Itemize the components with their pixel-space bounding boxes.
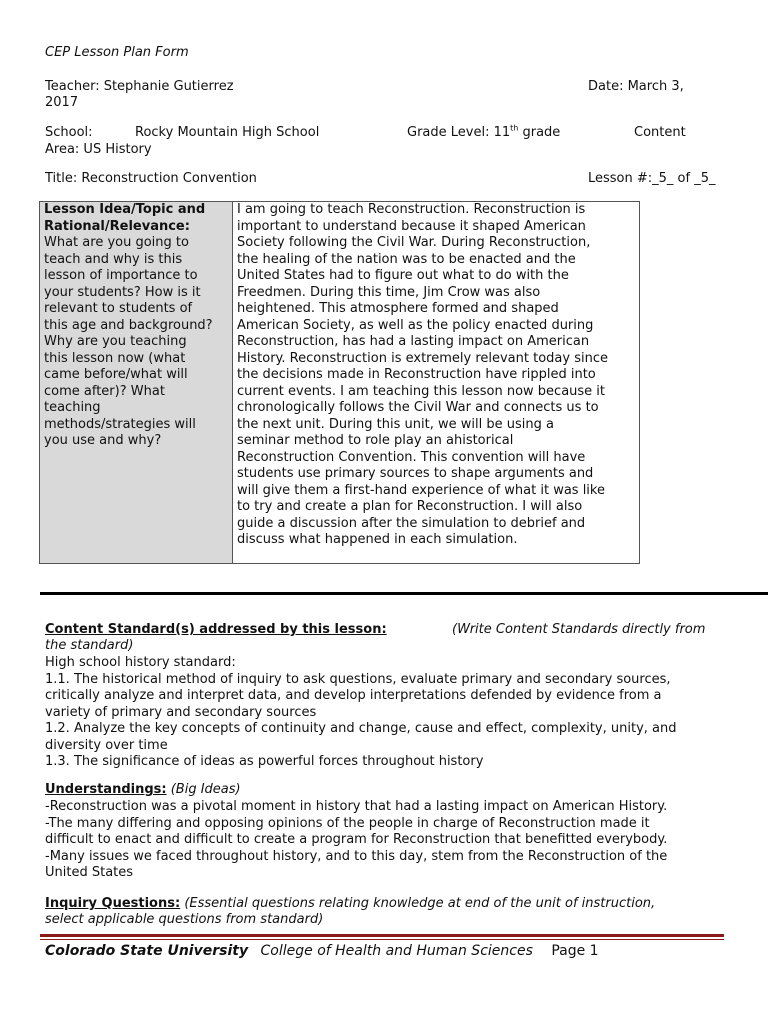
grade-superscript: th bbox=[510, 123, 519, 133]
standard-line: 1.3. The significance of ideas as powerful forces throughout history bbox=[45, 754, 484, 769]
standard-line: variety of primary and secondary sources bbox=[45, 704, 317, 720]
prompt-line: this lesson now (what bbox=[44, 350, 186, 366]
response-line: History. Reconstruction is extremely relevant today since bbox=[237, 350, 608, 366]
standard-line: critically analyze and interpret data, and develop interpretations defended by evidence from a bbox=[45, 688, 662, 703]
prompt-line: you use and why? bbox=[44, 433, 162, 448]
date-label: Date: March 3, bbox=[588, 79, 684, 94]
prompt-line: teaching bbox=[44, 400, 101, 415]
response-line: students use primary sources to shape arguments and bbox=[237, 466, 594, 481]
standard-line: 1.2. Analyze the key concepts of continuity and change, cause and effect, complexity, unity, and bbox=[45, 721, 677, 736]
inquiry-heading-row bbox=[45, 896, 655, 913]
prompt-line: this age and background? bbox=[44, 317, 213, 333]
response-line: the healing of the nation was to be enacted and the bbox=[237, 251, 576, 267]
understanding-line: United States bbox=[45, 865, 134, 880]
response-line: chronologically follows the Civil War and connects us to bbox=[237, 400, 599, 415]
prompt-line: your students? How is it bbox=[44, 284, 201, 300]
response-line: Reconstruction, has had a lasting impact on American bbox=[237, 334, 590, 349]
content-label: Content bbox=[634, 125, 686, 140]
lesson-idea-heading: Lesson Idea/Topic and Rational/Relevance: bbox=[44, 202, 206, 234]
prompt-line: came before/what will bbox=[44, 367, 188, 382]
lesson-idea-prompt bbox=[44, 235, 228, 450]
section-divider bbox=[40, 592, 768, 595]
response-line: to try and create a plan for Reconstruction. I will also bbox=[237, 499, 583, 514]
understanding-line: -The many differing and opposing opinions of the people in charge of Reconstruction made it bbox=[45, 815, 650, 831]
understanding-line: difficult to enact and difficult to create a program for Reconstruction that benefitted everybody. bbox=[45, 832, 668, 847]
response-line: will give them a first-hand experience of what it was like bbox=[237, 482, 605, 498]
response-line: Reconstruction Convention. This convention will have bbox=[237, 449, 586, 465]
footer-rule-thick bbox=[40, 934, 724, 937]
understandings-list bbox=[45, 799, 667, 882]
response-line: seminar method to role play an ahistorical bbox=[237, 433, 514, 448]
response-line: Freedmen. During this time, Jim Crow was also bbox=[237, 284, 541, 300]
lesson-title: Title: Reconstruction Convention bbox=[45, 171, 257, 186]
response-line: heightened. This atmosphere formed and shaped bbox=[237, 301, 559, 316]
school-name: Rocky Mountain High School bbox=[135, 125, 320, 140]
footer-university: Colorado State University bbox=[45, 943, 249, 959]
prompt-line: teach and why is this bbox=[44, 251, 183, 267]
response-line: Society following the Civil War. During Reconstruction, bbox=[237, 235, 591, 250]
footer-college: College of Health and Human Sciences bbox=[260, 943, 533, 959]
inquiry-note-cont: select applicable questions from standard) bbox=[45, 912, 324, 927]
standards-note-cont: the standard) bbox=[45, 638, 134, 653]
understanding-line: -Many issues we faced throughout history, and to this day, stem from the Reconstruction of the bbox=[45, 848, 668, 864]
understandings-heading-row bbox=[45, 782, 241, 799]
response-line: discuss what happened in each simulation. bbox=[237, 532, 518, 547]
response-line: guide a discussion after the simulation to debrief and bbox=[237, 515, 586, 531]
lesson-idea-table bbox=[39, 201, 640, 564]
content-area: Area: US History bbox=[45, 142, 152, 157]
standard-line: diversity over time bbox=[45, 737, 168, 753]
response-line: United States had to figure out what to do with the bbox=[237, 268, 569, 283]
standards-list bbox=[45, 655, 676, 771]
inquiry-heading: Inquiry Questions: bbox=[45, 896, 181, 911]
understandings-note: (Big Ideas) bbox=[170, 782, 241, 797]
footer-rule-thin bbox=[40, 939, 724, 940]
teacher-name: Teacher: Stephanie Gutierrez bbox=[45, 79, 234, 94]
grade-suffix: grade bbox=[518, 125, 561, 140]
standards-note: (Write Content Standards directly from bbox=[452, 622, 706, 637]
response-line: current events. I am teaching this lesson now because it bbox=[237, 383, 606, 399]
response-line: important to understand because it shaped American bbox=[237, 218, 586, 234]
prompt-line: methods/strategies will bbox=[44, 416, 196, 432]
school-label: School: bbox=[45, 125, 93, 140]
grade-prefix: Grade Level: 11 bbox=[407, 125, 511, 140]
standard-line: High school history standard: bbox=[45, 655, 236, 670]
page-footer bbox=[45, 943, 599, 959]
date-year: 2017 bbox=[45, 95, 79, 110]
understanding-line: -Reconstruction was a pivotal moment in history that had a lasting impact on American History. bbox=[45, 799, 668, 814]
lesson-idea-prompt-cell bbox=[40, 202, 233, 564]
understandings-heading: Understandings: bbox=[45, 782, 167, 797]
prompt-line: lesson of importance to bbox=[44, 268, 198, 283]
response-line: the decisions made in Reconstruction have rippled into bbox=[237, 367, 596, 382]
response-line: I am going to teach Reconstruction. Reconstruction is bbox=[237, 202, 586, 217]
prompt-line: What are you going to bbox=[44, 235, 189, 250]
form-title: CEP Lesson Plan Form bbox=[45, 45, 189, 60]
prompt-line: come after)? What bbox=[44, 383, 165, 399]
footer-page: Page 1 bbox=[551, 943, 599, 959]
grade-level bbox=[407, 125, 560, 142]
prompt-line: Why are you teaching bbox=[44, 334, 187, 349]
inquiry-note: (Essential questions relating knowledge at end of the unit of instruction, bbox=[184, 896, 656, 911]
lesson-idea-response bbox=[237, 202, 635, 549]
response-line: the next unit. During this unit, we will be using a bbox=[237, 416, 554, 432]
lesson-number: Lesson #:_5_ of _5_ bbox=[588, 171, 716, 186]
prompt-line: relevant to students of bbox=[44, 301, 193, 316]
lesson-idea-response-cell bbox=[233, 202, 640, 564]
standard-line: 1.1. The historical method of inquiry to ask questions, evaluate primary and secondary sources, bbox=[45, 671, 671, 687]
standards-heading: Content Standard(s) addressed by this lesson: bbox=[45, 622, 387, 637]
response-line: American Society, as well as the policy enacted during bbox=[237, 317, 594, 333]
